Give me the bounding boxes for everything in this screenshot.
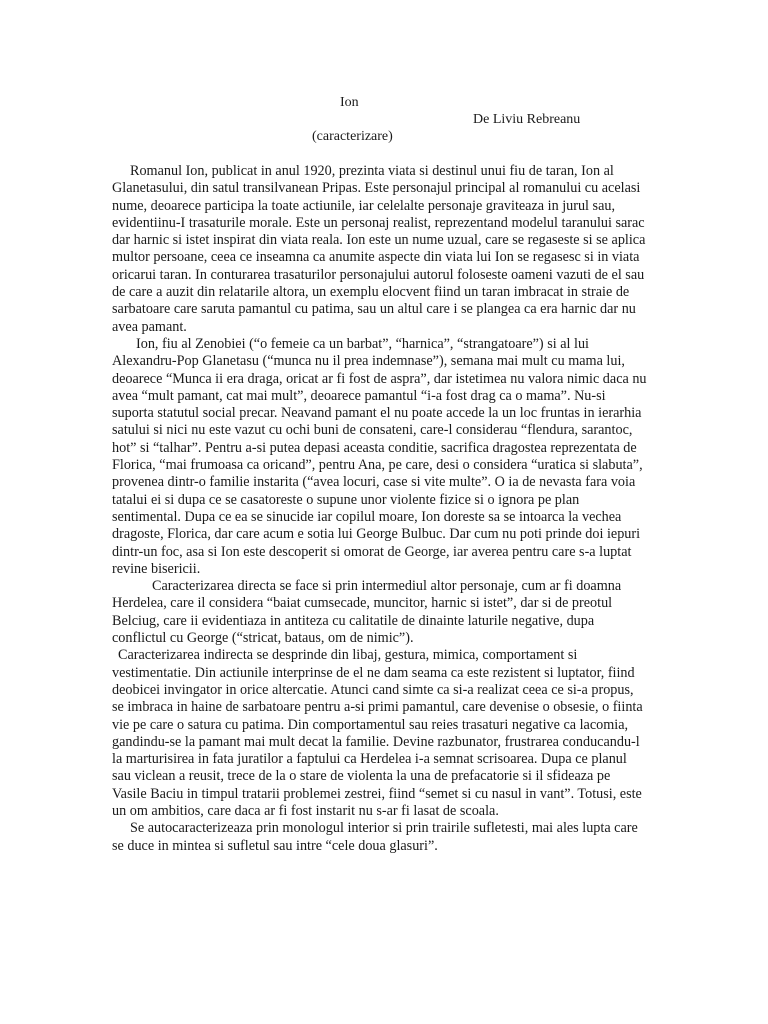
document-author: De Liviu Rebreanu [473,112,581,127]
paragraph-self-characterization: Se autocaracterizeaza prin monologul interior si prin trairile sufletesti, mai ales lupta care se duce in mintea si sufletul sau intre “cele doua glasuri”. [112,820,638,854]
paragraph-direct-characterization: Caracterizarea directa se face si prin intermediul altor personaje, cum ar fi doamna Herdelea, care il considera “baiat cumsecade, muncitor, harnic si istet”, dar si de preotul Belciug, care ii evidentiaza in antiteza cu calitatile de dinainte laturile negative, dupa conflictul cu George (“stricat, bataus, om de nimic”). [112,578,622,647]
document-body [112,163,647,855]
paragraph-origins: Ion, fiu al Zenobiei (“o femeie ca un barbat”, “harnica”, “strangatoare”) si al lui Alexandru-Pop Glanetasu (“munca nu il prea indemnase”), semana mai mult cu mama lui, deoarece “Munca ii era draga, oricat ar fi fost de aspra”, dar istetimea nu valora nimic daca nu avea “mult pamant, cat mai mult”, deoarece pamantul “i-a fost drag ca o mama”. Nu-si suporta statutul social precar. Neavand pamant el nu poate accede la un loc fruntas in ierarhia satului si nici nu este vazut cu ochi buni de consateni, care-l considerau “flendura, sarantoc, hot” si “talhar”. Pentru a-si putea depasi aceasta conditie, sacrifica dragostea reprezentata de Florica, “mai frumoasa ca oricand”, pentru Ana, pe care, desi o considera “uratica si slabuta”, provenea dintr-o familie instarita (“avea locuri, case si vite multe”. O ia de nevasta fara voia tatalui ei si dupa ce se casatoreste o supune unor violente fizice si o ignora pe plan sentimental. Dupa ce ea se sinucide iar copilul moare, Ion doreste sa se intoarca la vechea dragoste, Florica, dar care acum e sotia lui George Bulbuc. Dar cum nu poti prinde doi iepuri dintr-un foc, asa si Ion este descoperit si omorat de George, iar averea pentru care s-a luptat revine bisericii. [112,335,647,577]
paragraph-indirect-characterization: Caracterizarea indirecta se desprinde din libaj, gestura, mimica, comportament si vestimentatie. Din actiunile interprinse de el ne dam seama ca este rezistent si luptator, fiind deobicei invingator in orice altercatie. Atunci cand simte ca si-a realizat ceea ce si-a propus, se imbraca in haine de sarbatoare pentru a-si primi pamantul, care devenise o obsesie, o fiinta vie pe care o satura cu patima. Din comportamentul sau reies trasaturi negative ca lacomia, gandindu-se la pamant mai mult decat la familie. Devine razbunator, frustrarea conducandu-l la marturisirea in fata juratilor a faptului ca Herdelea i-a semnat scrisoarea. Dupa ce planul sau viclean a reusit, trece de la o stare de violenta la una de prefacatorie si il sfideaza pe Vasile Baciu in timpul tratarii problemei zestrei, fiind “semet si cu nasul in vant”. Totusi, este un om ambitios, care daca ar fi fost instarit nu s-ar fi lasat de scoala. [112,647,643,819]
document-subtitle: (caracterizare) [312,129,393,144]
paragraph-introduction: Romanul Ion, publicat in anul 1920, prezinta viata si destinul unui fiu de taran, Ion al Glanetasului, din satul transilvanean Pripas. Este personajul principal al romanului cu acelasi nume, deoarece participa la toate actiunile, iar celelalte personaje graviteaza in jurul sau, evidentiinu-I trasaturile morale. Este un personaj realist, reprezentand modelul taranului sarac dar harnic si istet inspirat din viata reala. Ion este un nume uzual, care se regaseste si se aplica multor persoane, ceea ce inseamna ca anumite aspecte din viata lui Ion se regasesc si in viata oricarui taran. In conturarea trasaturilor personajului autorul foloseste oameni vazuti de el sau de care a auzit din relatarile altora, un exemplu elocvent fiind un taran imbracat in straie de sarbatoare care saruta pamantul cu patima, sau un altul care i se plangea ca era harnic dar nu avea pamant. [112,163,646,335]
document-title: Ion [340,95,359,110]
